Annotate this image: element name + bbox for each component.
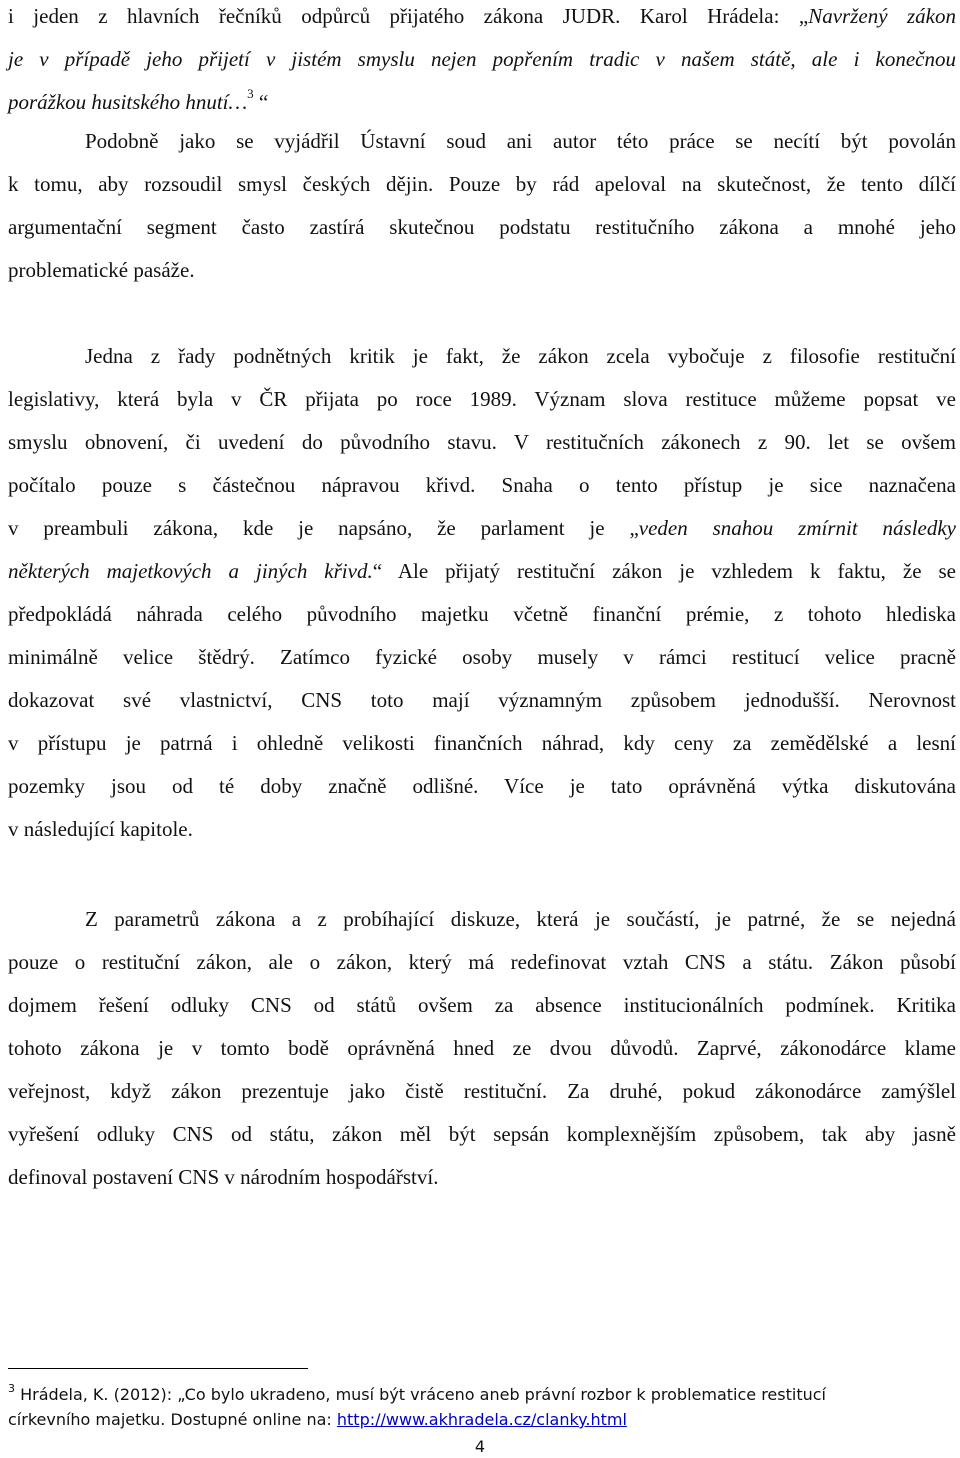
paragraph-1-line-2: je v případě jeho přijetí v jistém smyslu nejen popřením tradic v našem státě, ale i konečnou xyxy=(8,47,956,71)
paragraph-2-line-1: Podobně jako se vyjádřil Ústavní soud ani autor této práce se necítí být povolán xyxy=(85,129,956,153)
paragraph-4-line-4: tohoto zákona je v tomto bodě oprávněná hned ze dvou důvodů. Zaprvé, zákonodárce klame xyxy=(8,1036,956,1060)
paragraph-3-line-2: legislativy, která byla v ČR přijata po roce 1989. Význam slova restituce můžeme popsat ve xyxy=(8,387,956,411)
paragraph-4-line-2: pouze o restituční zákon, ale o zákon, který má redefinovat vztah CNS a státu. Zákon působí xyxy=(8,950,956,974)
paragraph-3-line-10: v přístupu je patrná i ohledně velikosti finančních náhrad, kdy ceny za zemědělské a lesní xyxy=(8,731,956,755)
paragraph-3-line-3: smyslu obnovení, či uvedení do původního stavu. V restitučních zákonech z 90. let se ovšem xyxy=(8,430,956,454)
paragraph-3-line-9: dokazovat své vlastnictví, CNS toto mají významným způsobem jednodušší. Nerovnost xyxy=(8,688,956,712)
paragraph-4-line-7: definoval postavení CNS v národním hospodářství. xyxy=(8,1165,439,1189)
paragraph-3-line-7: předpokládá náhrada celého původního majetku včetně finanční prémie, z tohoto hlediska xyxy=(8,602,956,626)
quote-italic: Navržený zákon xyxy=(808,4,956,28)
paragraph-3-line-4: počítalo pouze s částečnou nápravou křivd. Snaha o tento přístup je sice naznačena xyxy=(8,473,956,497)
paragraph-2-line-3: argumentační segment často zastírá skutečnou podstatu restitučního zákona a mnohé jeho xyxy=(8,215,956,239)
paragraph-3-line-1: Jedna z řady podnětných kritik je fakt, že zákon zcela vybočuje z filosofie restituční xyxy=(85,344,956,368)
paragraph-4-line-5: veřejnost, když zákon prezentuje jako čistě restituční. Za druhé, pokud zákonodárce zamýšlel xyxy=(8,1079,956,1103)
footnote-number: 3 xyxy=(8,1381,15,1395)
paragraph-4-line-3: dojmem řešení odluky CNS od států ovšem za absence institucionálních podmínek. Kritika xyxy=(8,993,956,1017)
paragraph-3-line-5: v preambuli zákona, kde je napsáno, že parlament je „veden snahou zmírnit následky xyxy=(8,516,957,540)
footnote-link[interactable]: http://www.akhradela.cz/clanky.html xyxy=(336,1410,627,1429)
paragraph-3-line-8: minimálně velice štědrý. Zatímco fyzické osoby musely v rámci restitucí velice pracně xyxy=(8,645,956,669)
paragraph-4-line-6: vyřešení odluky CNS od státu, zákon měl být sepsán komplexnějším způsobem, tak aby jasně xyxy=(8,1122,956,1146)
paragraph-4-line-1: Z parametrů zákona a z probíhající diskuze, která je součástí, je patrné, že se nejedná xyxy=(85,907,956,931)
paragraph-1-line-3: porážkou husitského hnutí…$^3$ “ xyxy=(8,86,269,114)
footnote-line-1: $^3$ Hrádela, K. (2012): „Co bylo ukradeno, musí být vráceno aneb právní rozbor k problematice restitucí xyxy=(8,1381,826,1404)
paragraph-3-line-12: v následující kapitole. xyxy=(8,817,193,841)
paragraph-2-line-4: problematické pasáže. xyxy=(8,258,195,282)
paragraph-2-line-2: k tomu, aby rozsoudil smysl českých dějin. Pouze by rád apeloval na skutečnost, že tento dílčí xyxy=(8,172,956,196)
paragraph-1-line-1: i jeden z hlavních řečníků odpůrců přijatého zákona JUDR. Karol Hrádela: „Navržený zákon xyxy=(8,4,956,28)
footnote-ref[interactable]: 3 xyxy=(247,86,254,101)
footnote-line-2: církevního majetku. Dostupné online na: http://www.akhradela.cz/clanky.html xyxy=(8,1410,627,1429)
paragraph-3-line-6: některých majetkových a jiných křivd.“ Ale přijatý restituční zákon je vzhledem k faktu, že se xyxy=(8,559,956,583)
paragraph-3-line-11: pozemky jsou od té doby značně odlišné. Více je tato oprávněná výtka diskutována xyxy=(8,774,956,798)
footnote-separator xyxy=(8,1368,308,1369)
page-number: 4 xyxy=(474,1437,486,1456)
